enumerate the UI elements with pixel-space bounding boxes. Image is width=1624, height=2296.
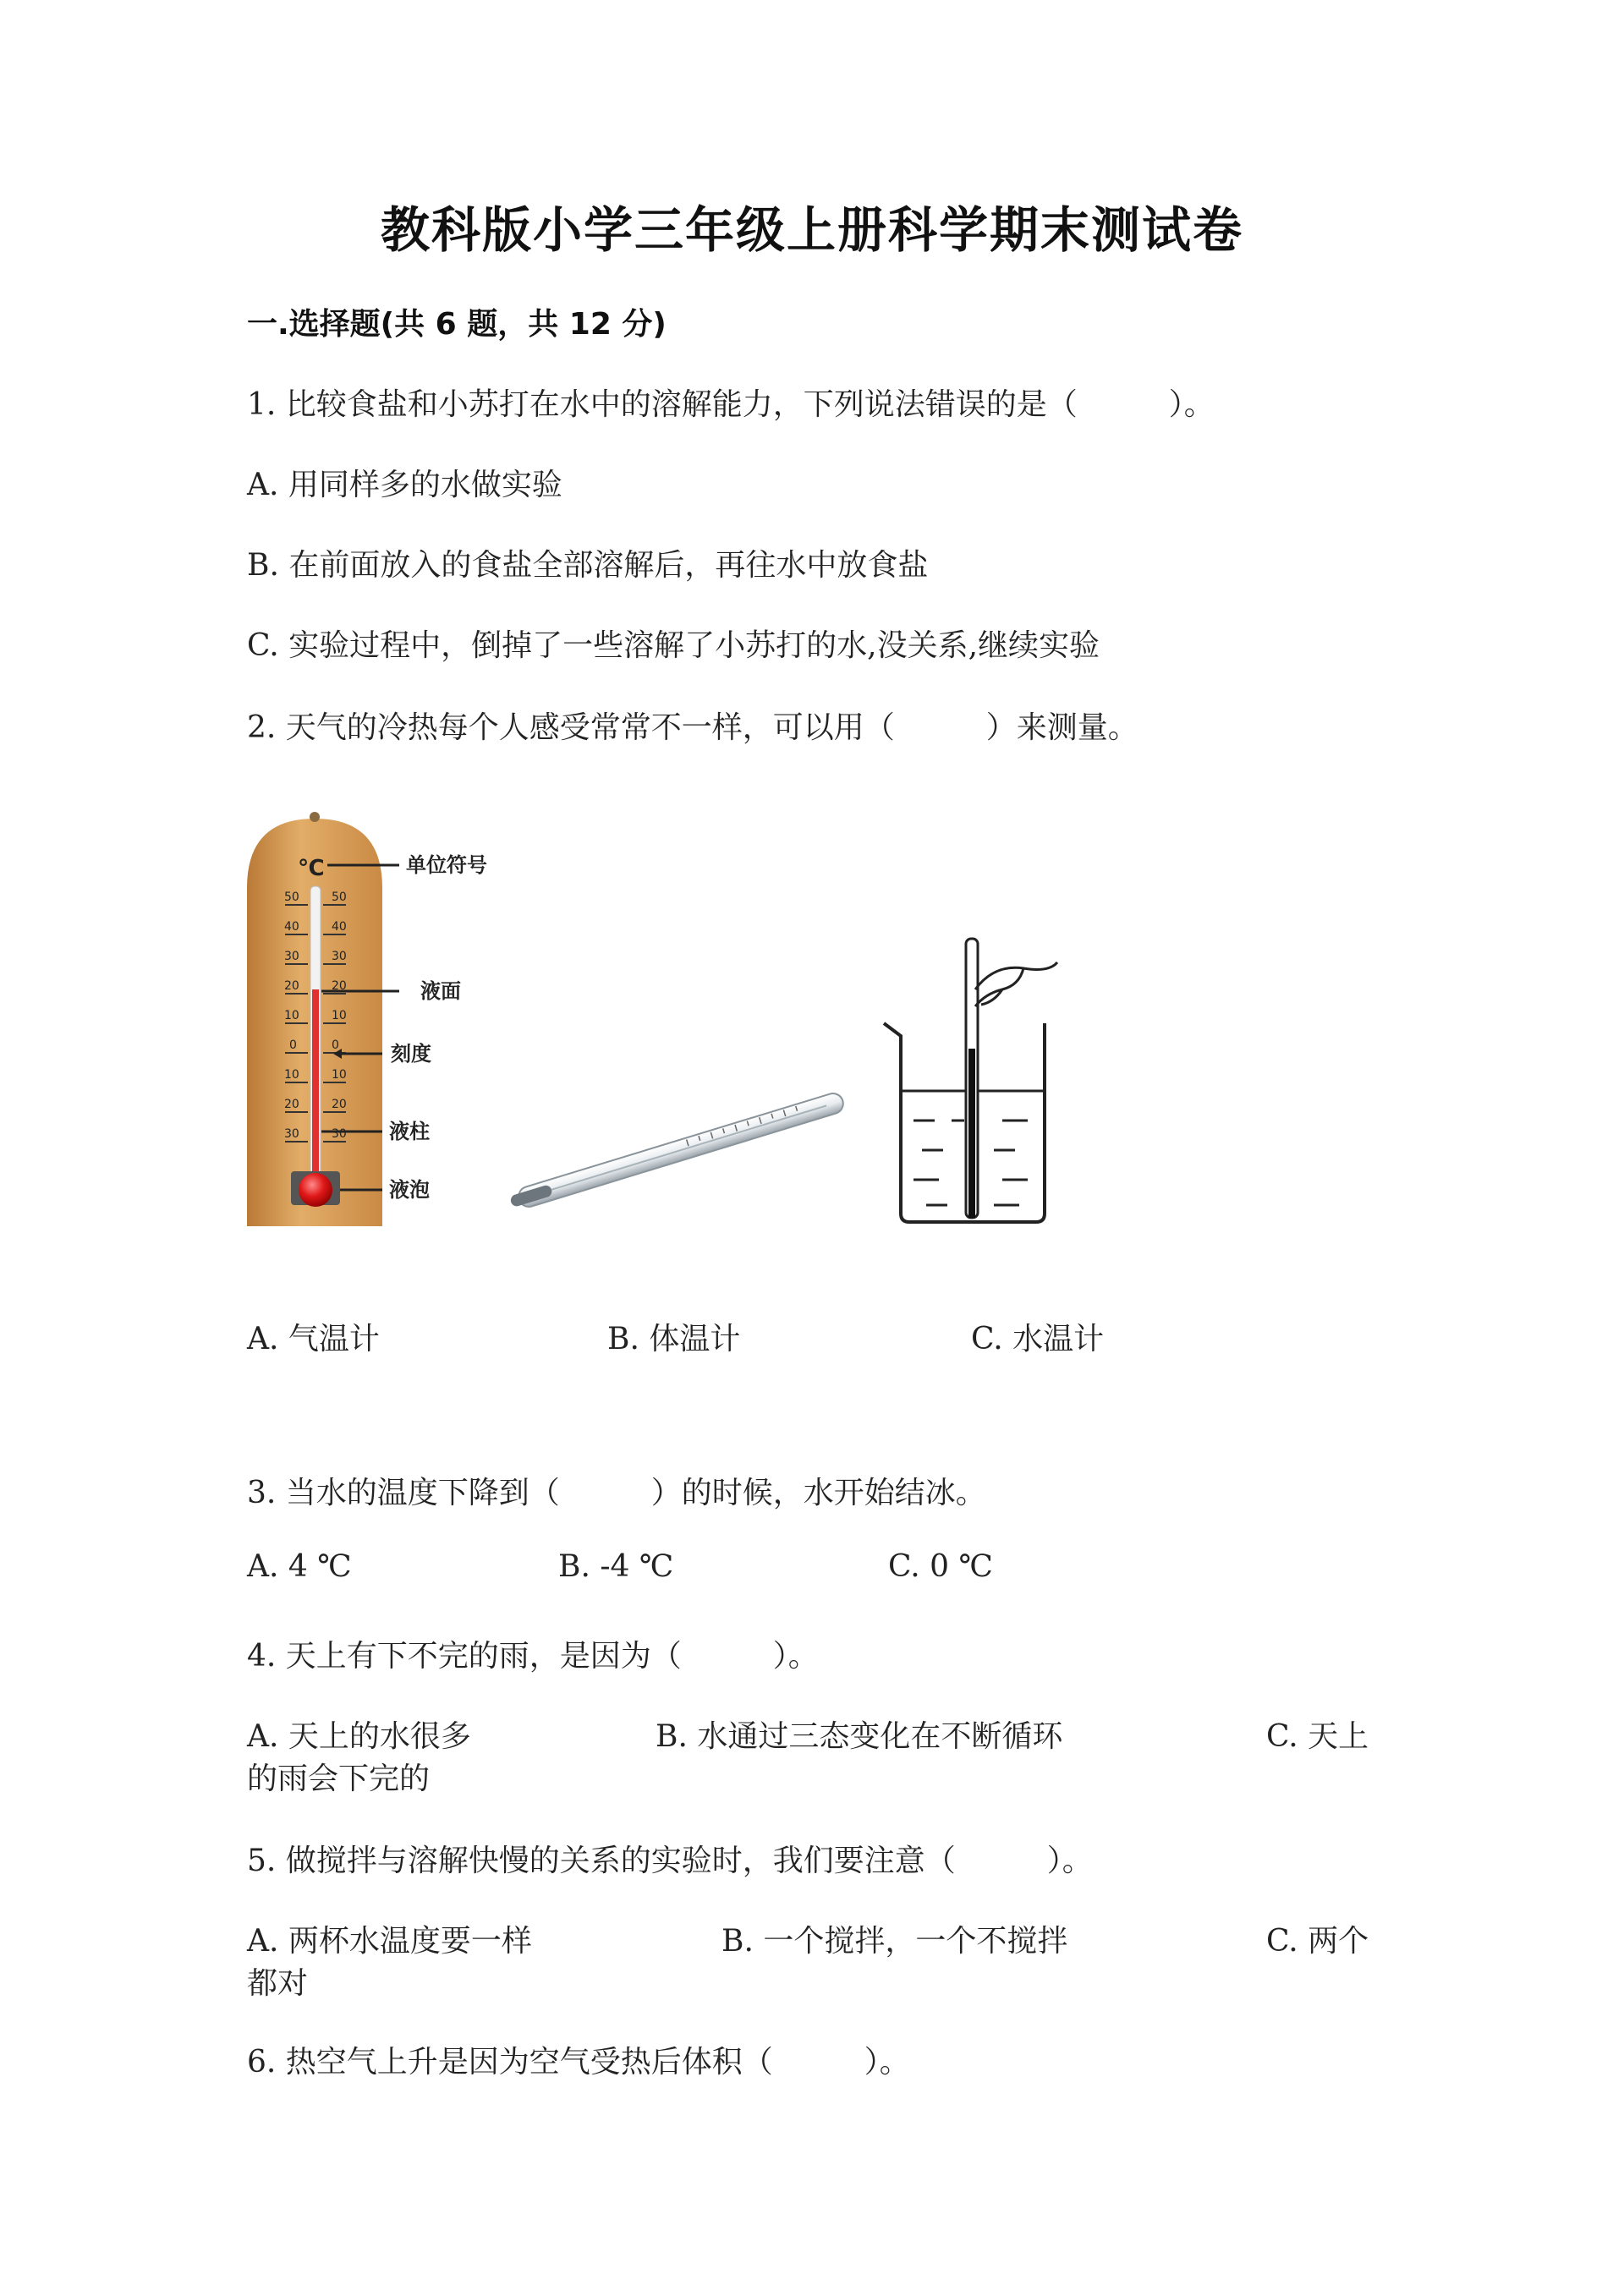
svg-text:20: 20 — [332, 1098, 347, 1111]
svg-text:10: 10 — [332, 1068, 347, 1082]
hand-holding-icon — [975, 962, 1057, 1006]
svg-text:20: 20 — [284, 979, 299, 993]
question-4-option-b: B. 水通过三态变化在不断循环 — [656, 1719, 1063, 1754]
label-liquid-bulb: 液泡 — [389, 1178, 430, 1202]
question-3-stem: 3. 当水的温度下降到（ ）的时候，水开始结冰。 — [247, 1476, 986, 1510]
beaker — [884, 1023, 1045, 1222]
wall-thermometer-figure — [247, 812, 526, 1235]
svg-text:30: 30 — [332, 1127, 347, 1141]
svg-text:30: 30 — [284, 1127, 299, 1141]
svg-text:20: 20 — [284, 1098, 299, 1111]
svg-text:20: 20 — [332, 979, 347, 993]
water-thermometer-column — [968, 1049, 975, 1218]
question-3-option-b: B. -4 ℃ — [558, 1549, 674, 1584]
svg-text:50: 50 — [332, 890, 347, 904]
svg-text:0: 0 — [332, 1038, 339, 1052]
label-scale: 刻度 — [391, 1042, 431, 1066]
question-3-option-a: A. 4 ℃ — [247, 1549, 352, 1584]
question-2-stem: 2. 天气的冷热每个人感受常常不一样，可以用（ ）来测量。 — [247, 710, 1138, 745]
water-thermometer-figure — [875, 930, 1078, 1226]
svg-text:30: 30 — [332, 950, 347, 963]
question-2-option-c: C. 水温计 — [971, 1322, 1105, 1356]
question-5-stem: 5. 做搅拌与溶解快慢的关系的实验时，我们要注意（ ）。 — [247, 1844, 1093, 1878]
question-3-option-c: C. 0 ℃ — [888, 1549, 993, 1584]
question-4-stem: 4. 天上有下不完的雨，是因为（ ）。 — [247, 1639, 819, 1674]
question-1-stem: 1. 比较食盐和小苏打在水中的溶解能力，下列说法错误的是（ ）。 — [247, 387, 1215, 422]
label-unit-symbol: 单位符号 — [406, 853, 487, 877]
question-1-option-a: A. 用同样多的水做实验 — [247, 468, 562, 502]
question-5-option-b: B. 一个搅拌，一个不搅拌 — [721, 1924, 1068, 1959]
question-4-option-a: A. 天上的水很多 — [247, 1719, 471, 1754]
question-6-stem: 6. 热空气上升是因为空气受热后体积（ ）。 — [247, 2045, 910, 2080]
question-4-option-c: C. 天上 — [1266, 1719, 1369, 1754]
question-5-option-c-continued: 都对 — [247, 1966, 309, 2001]
question-5-option-c: C. 两个 — [1266, 1924, 1369, 1959]
question-1-option-c: C. 实验过程中，倒掉了一些溶解了小苏打的水,没关系,继续实验 — [247, 628, 1100, 663]
question-1-option-b: B. 在前面放入的食盐全部溶解后，再往水中放食盐 — [247, 548, 929, 583]
liquid-column — [312, 989, 319, 1174]
label-liquid-surface: 液面 — [420, 979, 461, 1003]
section-header: 一.选择题(共 6 题，共 12 分) — [247, 307, 667, 342]
svg-text:10: 10 — [284, 1009, 299, 1022]
question-2-option-b: B. 体温计 — [607, 1322, 741, 1356]
page-title: 教科版小学三年级上册科学期末测试卷 — [380, 201, 1243, 259]
mercury-line — [551, 1105, 826, 1189]
label-liquid-column: 液柱 — [389, 1120, 430, 1143]
unit-symbol: ℃ — [298, 856, 325, 881]
clinical-thermometer — [508, 1091, 846, 1212]
svg-text:50: 50 — [284, 890, 299, 904]
svg-text:40: 40 — [284, 920, 299, 934]
svg-text:40: 40 — [332, 920, 347, 934]
svg-text:10: 10 — [332, 1009, 347, 1022]
clinical-thermometer-figure — [495, 1074, 867, 1226]
hanging-hook — [310, 812, 320, 822]
question-4-option-c-continued: 的雨会下完的 — [247, 1762, 431, 1796]
question-5-option-a: A. 两杯水温度要一样 — [247, 1924, 532, 1959]
question-2-option-a: A. 气温计 — [247, 1322, 380, 1356]
svg-text:30: 30 — [284, 950, 299, 963]
svg-text:10: 10 — [284, 1068, 299, 1082]
liquid-bulb — [299, 1173, 332, 1207]
svg-text:0: 0 — [289, 1038, 297, 1052]
